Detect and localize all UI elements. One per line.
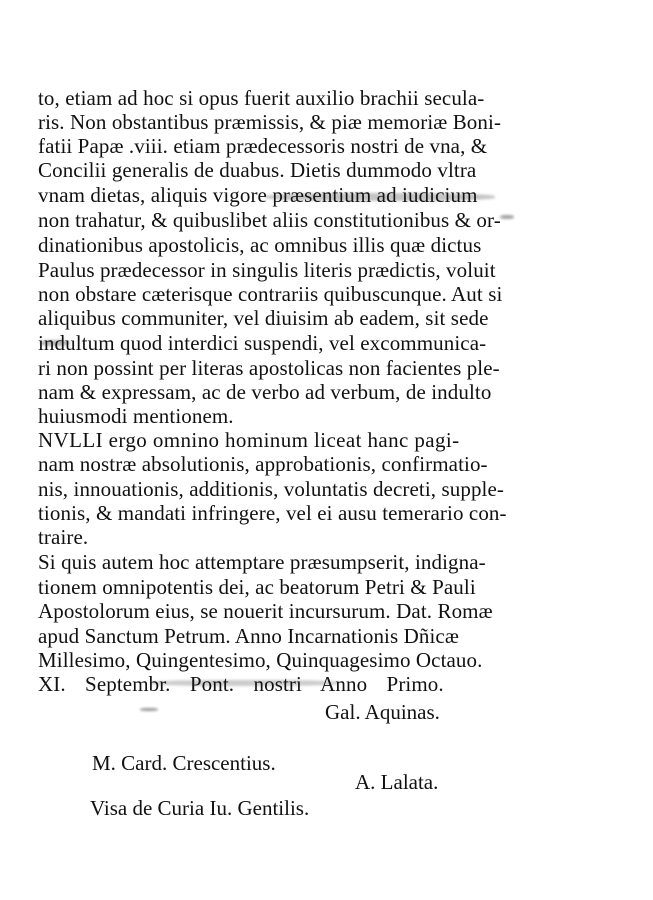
text-line: ri non possint per literas apostolicas non facientes ple- xyxy=(38,356,500,380)
text-line: huiusmodi mentionem. xyxy=(38,404,234,428)
text-line: apud Sanctum Petrum. Anno Incarnationis Dñicæ xyxy=(38,624,459,648)
text-line: NVLLI ergo omnino hominum liceat hanc pagi- xyxy=(38,428,460,452)
text-line: XI. Septembr. Pont. nostri Anno Primo. xyxy=(38,672,444,696)
signature-visa-gentilis: Visa de Curia Iu. Gentilis. xyxy=(90,796,310,820)
text-line: Si quis autem hoc attemptare præsumpserit, indigna- xyxy=(38,550,486,574)
signature-gal-aquinas: Gal. Aquinas. xyxy=(325,700,440,724)
text-line: Concilii generalis de duabus. Dietis dummodo vltra xyxy=(38,158,477,182)
text-line: tionis, & mandati infringere, vel ei ausu temerario con- xyxy=(38,501,507,525)
text-line: ris. Non obstantibus præmissis, & piæ memoriæ Boni- xyxy=(38,110,502,134)
text-line: Apostolorum eius, se nouerit incursurum. Dat. Romæ xyxy=(38,599,493,623)
text-line: Paulus prædecessor in singulis literis prædictis, voluit xyxy=(38,258,496,282)
text-line: fatii Papæ .viii. etiam prædecessoris nostri de vna, & xyxy=(38,134,488,158)
ink-smudge xyxy=(500,215,514,219)
text-line: nis, innouationis, additionis, voluntatis decreti, supple- xyxy=(38,477,504,501)
ink-smudge xyxy=(150,680,340,686)
ink-smudge xyxy=(140,708,158,711)
ink-smudge xyxy=(40,340,70,346)
signature-card-crescentius: M. Card. Crescentius. xyxy=(92,751,276,775)
ink-smudge xyxy=(265,193,495,201)
text-line: vnam dietas, aliquis vigore præsentium ad iudicium xyxy=(38,183,478,207)
text-line: non trahatur, & quibuslibet aliis constitutionibus & or- xyxy=(38,208,501,232)
signature-lalata: A. Lalata. xyxy=(355,770,439,794)
text-line: indultum quod interdici suspendi, vel excommunica- xyxy=(38,331,487,355)
text-line: to, etiam ad hoc si opus fuerit auxilio brachii secula- xyxy=(38,86,485,110)
text-line: tionem omnipotentis dei, ac beatorum Petri & Pauli xyxy=(38,575,476,599)
text-line: Millesimo, Quingentesimo, Quinquagesimo Octauo. xyxy=(38,648,483,672)
text-line: nam & expressam, ac de verbo ad verbum, de indulto xyxy=(38,380,492,404)
text-line: traire. xyxy=(38,525,89,549)
text-line: dinationibus apostolicis, ac omnibus illis quæ dictus xyxy=(38,233,482,257)
text-line: aliquibus communiter, vel diuisim ab eadem, sit sede xyxy=(38,306,489,330)
text-line: nam nostræ absolutionis, approbationis, confirmatio- xyxy=(38,452,488,476)
text-line: non obstare cæterisque contrariis quibuscunque. Aut si xyxy=(38,282,503,306)
